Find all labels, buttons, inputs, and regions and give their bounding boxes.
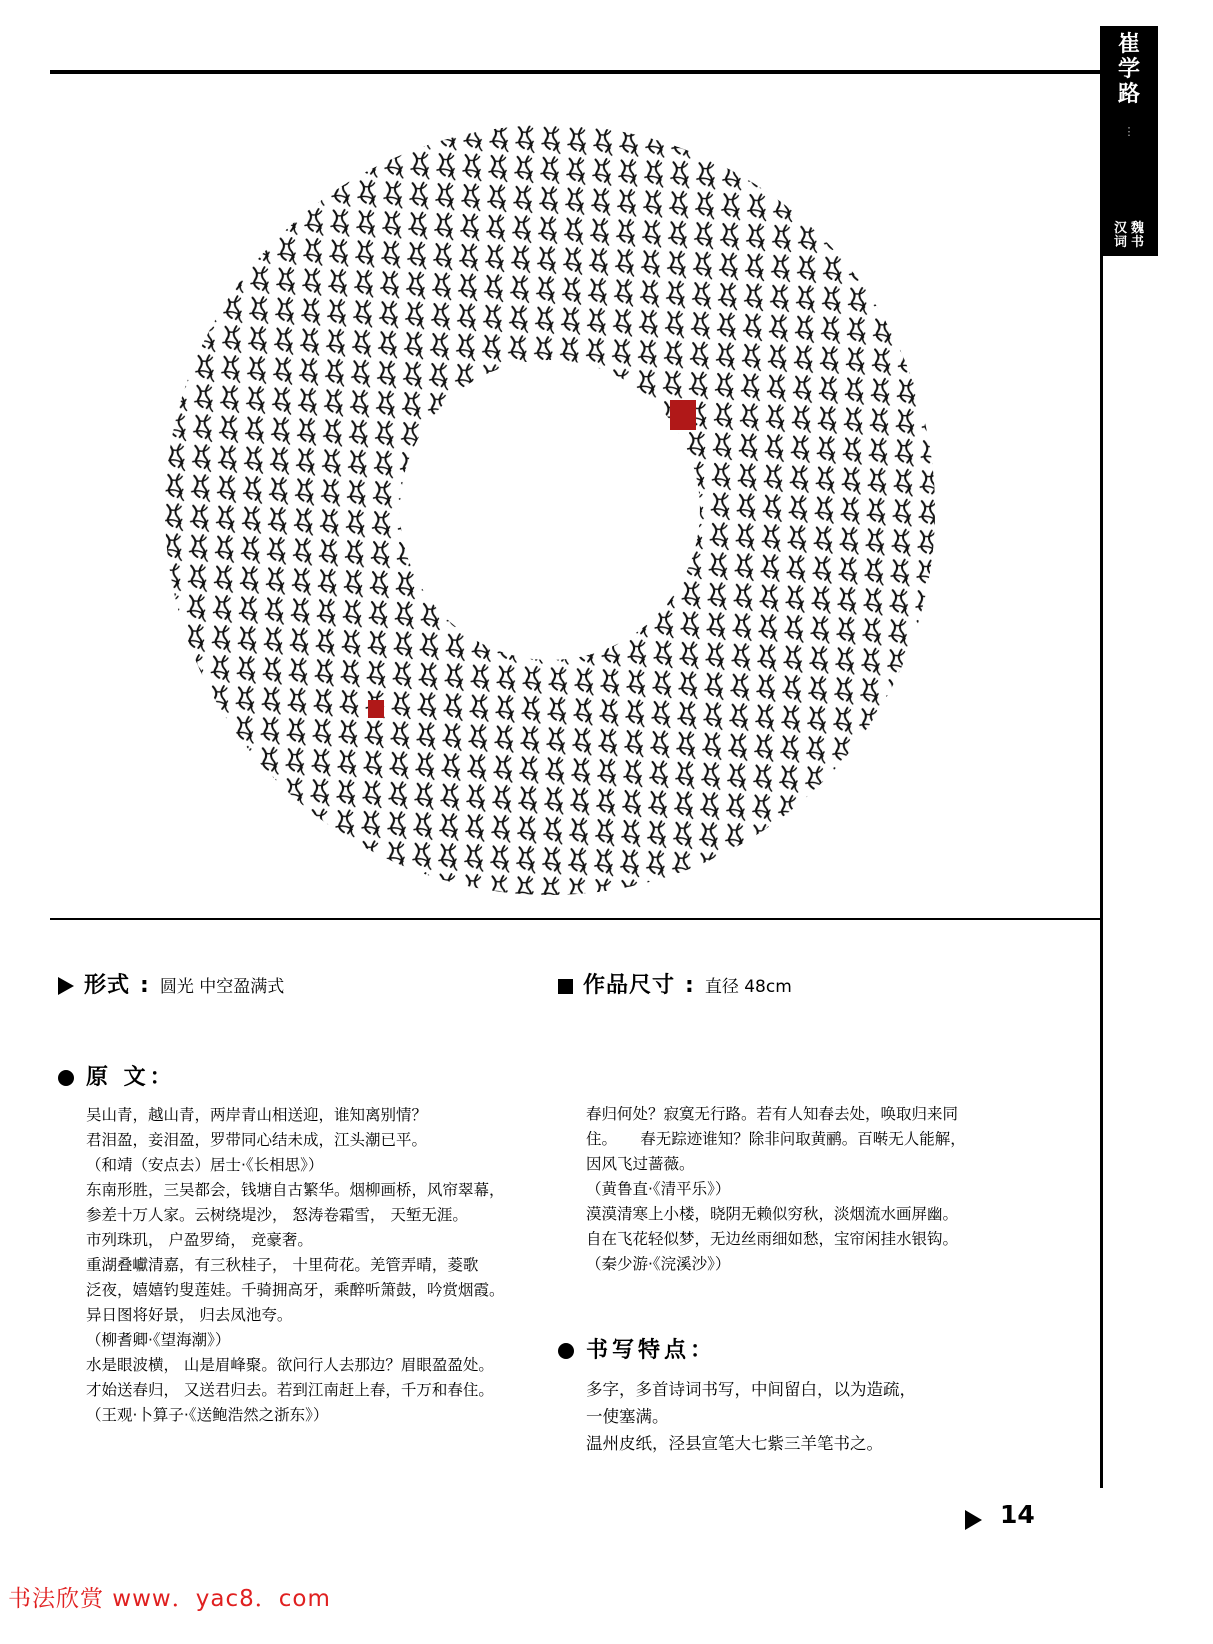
seal-stamp-top [670,400,696,430]
side-tab-author [1100,26,1158,256]
side-tab-char-1: 崔 [1117,32,1140,57]
meta-form [58,968,284,999]
original-line: 异日图将好景， 归去凤池夸。 [86,1306,293,1324]
original-line: 因风飞过蔷薇。 [586,1155,695,1173]
feature-line: 温州皮纸，泾县宣笔大七紫三羊笔书之。 [586,1434,883,1453]
square-bullet-icon [558,979,573,994]
original-line: （王观·卜算子·《送鲍浩然之浙东》） [86,1406,329,1424]
calligraphy-artwork-svg [150,110,950,910]
original-line: 泛夜，嬉嬉钓叟莲娃。千骑拥高牙，乘醉听箫鼓，吟赏烟霞。 [86,1281,505,1299]
original-text-right-body [586,1102,1028,1277]
page-number-triangle-icon [965,1510,982,1530]
column-right [558,1060,1028,1457]
side-tab-footer [1100,222,1158,250]
writing-features-body [586,1376,1028,1457]
original-line: 重湖叠巘清嘉，有三秋桂子， 十里荷花。羌管弄晴，菱歌 [86,1256,479,1274]
original-line: 春归何处？寂寞无行路。若有人知春去处，唤取归来同 [586,1105,959,1123]
feature-line: 多字，多首诗词书写，中间留白，以为造疏， [586,1380,916,1399]
original-line: 住。 春无踪迹谁知？除非问取黄鹂。百啭无人能解， [586,1130,966,1148]
writing-features-title: 书写特点： [586,1338,717,1363]
calligraphy-artwork [150,110,950,910]
writing-features-block [558,1333,1028,1457]
original-line: 水是眼波横， 山是眉峰聚。欲问行人去那边？眉眼盈盈处。 [86,1356,494,1374]
right-vertical-rule [1100,183,1103,1488]
original-line: 自在飞花轻似梦，无边丝雨细如愁，宝帘闲挂水银钩。 [586,1230,959,1248]
seal-stamp-bottom [368,700,384,718]
triangle-bullet-icon [58,977,74,995]
side-tab-dots: ⋮ [1123,125,1135,138]
meta-form-colon: : [140,973,150,998]
side-tab-char-3: 路 [1117,82,1140,107]
original-line: 漠漠清寒上小楼，晓阴无赖似穷秋，淡烟流水画屏幽。 [586,1205,959,1223]
original-line: （秦少游·《浣溪沙》） [586,1255,731,1273]
side-tab-title [1100,32,1158,107]
meta-size-label: 作品尺寸 [583,973,676,998]
side-tab-foot-left: 魏书 [1130,221,1144,250]
page-number: 14 [1000,1500,1035,1529]
original-line: 才始送春归， 又送君归去。若到江南赶上春，千万和春住。 [86,1381,494,1399]
column-left [58,1060,528,1428]
feature-line: 一使塞满。 [586,1407,669,1426]
middle-rule [50,918,1100,920]
side-tab-char-2: 学 [1117,57,1140,82]
writing-features-heading [558,1333,1028,1364]
original-line: 吴山青，越山青，两岸青山相送迎，谁知离别情？ [86,1106,428,1124]
original-text-heading [58,1060,528,1091]
original-line: 参差十万人家。云树绕堤沙， 怒涛卷霜雪， 天堑无涯。 [86,1206,468,1224]
meta-size [558,968,792,999]
original-line: 君泪盈，妾泪盈，罗带同心结未成，江头潮已平。 [86,1131,428,1149]
original-line: （和靖（安点去）居士·《长相思》） [86,1156,324,1174]
original-line: （黄鲁直·《清平乐》） [586,1180,731,1198]
meta-size-value: 直径 48cm [704,977,792,997]
round-bullet-icon [558,1343,574,1359]
meta-size-colon: : [685,973,695,998]
meta-form-value: 圆光 中空盈满式 [159,977,285,997]
watermark: 书法欣赏 www．yac8．com [8,1586,331,1612]
original-line: 市列珠玑， 户盈罗绮， 竞豪奢。 [86,1231,313,1249]
round-bullet-icon [58,1070,74,1086]
original-line: （柳耆卿·《望海潮》） [86,1331,231,1349]
original-text-title: 原 文： [86,1065,176,1090]
original-text-left-body [86,1103,528,1428]
original-line: 东南形胜，三吴都会，钱塘自古繁华。烟柳画桥，风帘翠幕， [86,1181,505,1199]
artwork-meta-row [50,968,1100,1008]
meta-form-label: 形式 [84,973,131,998]
side-tab-foot-right: 汉词 [1113,221,1127,250]
top-rule [50,70,1103,74]
calligraphy-ring [150,110,950,910]
